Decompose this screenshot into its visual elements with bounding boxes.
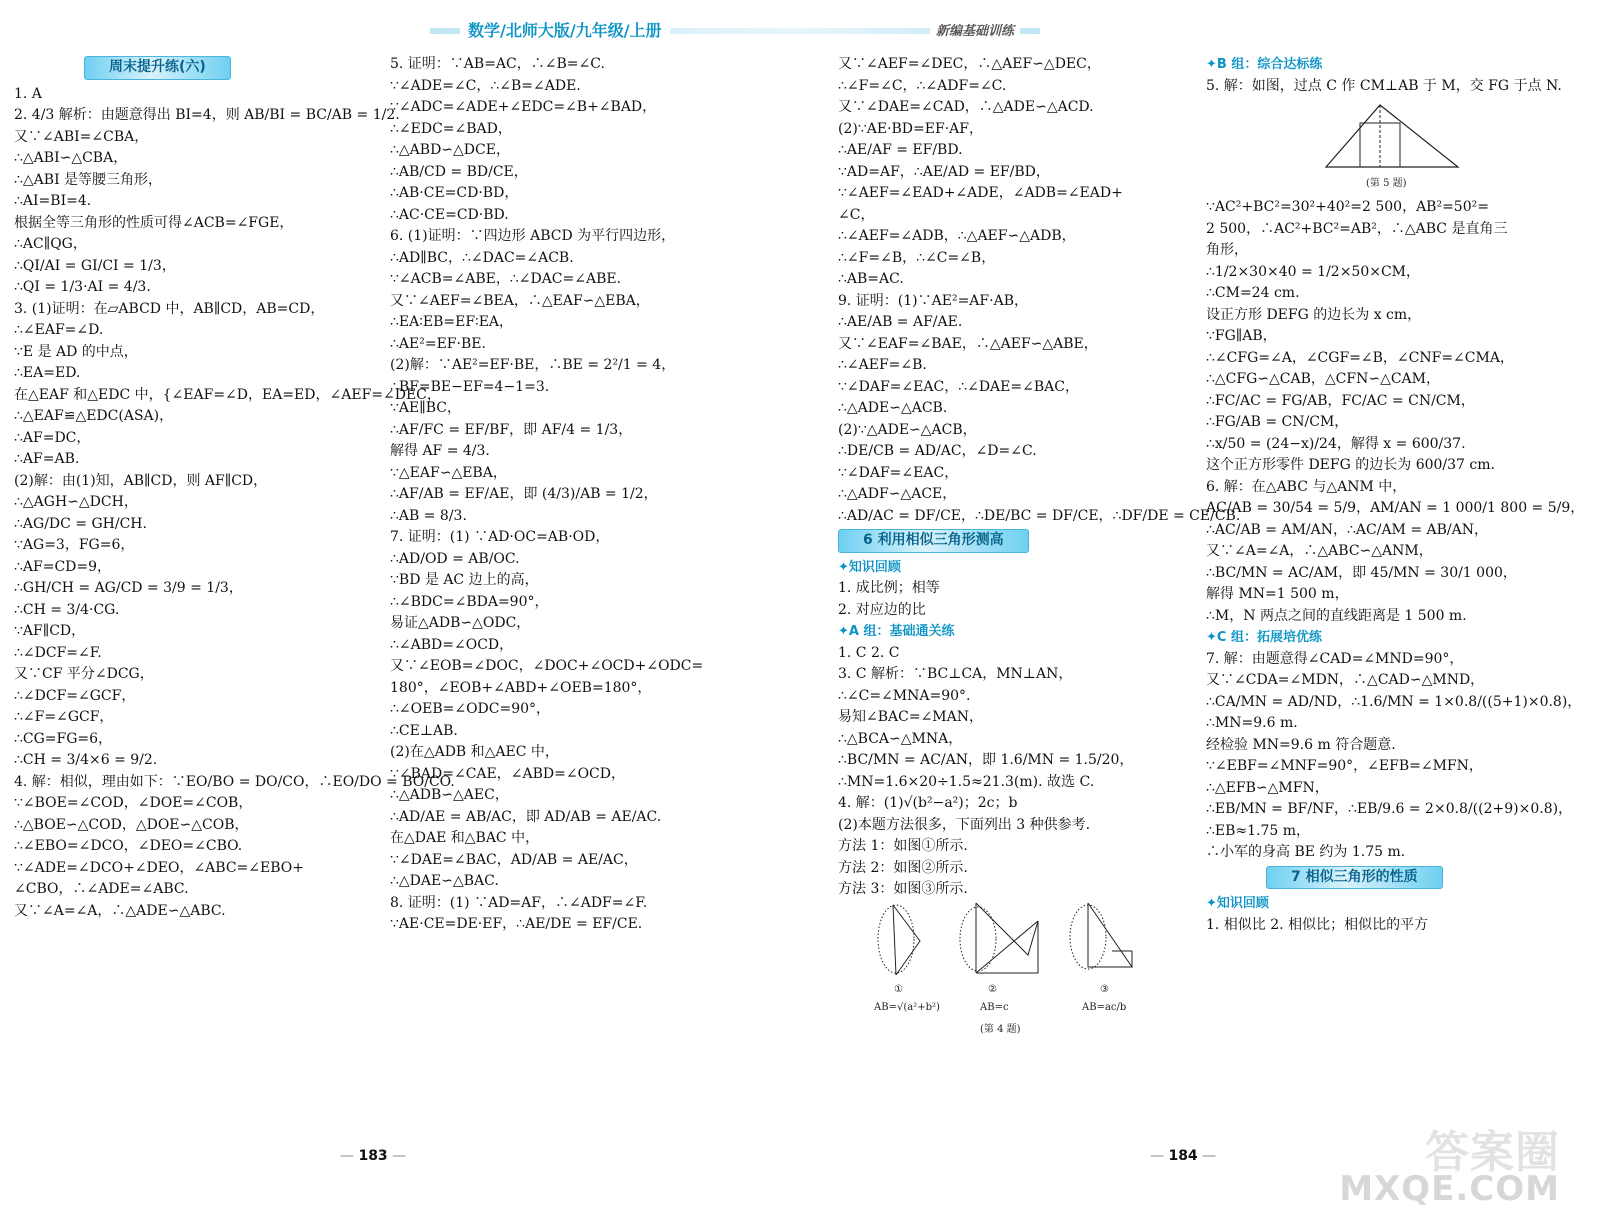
section-head-group-a-label: A 组：基础通关练: [848, 624, 955, 639]
answer-line: ∴QI/AI = GI/CI = 1/3，: [14, 257, 176, 274]
answer-line: 7. 解：由题意得∠CAD=∠MND=90°，: [1206, 650, 1464, 667]
header-subject: 数学/北师大版/九年级/上册: [460, 18, 670, 41]
answer-line: ∴∠EAF=∠D.: [14, 322, 104, 338]
answer-line: ∴CH = 3/4·CG.: [14, 601, 120, 618]
column-4-lines-2: [1206, 197, 1594, 627]
answer-line: ∴AB/CD = BD/CE，: [390, 163, 528, 180]
answer-line: (2)本题方法很多，下面列出 3 种供参考.: [838, 816, 1091, 833]
answer-line: (2)∵AE·BD=EF·AF，: [838, 120, 983, 137]
answer-line: ∴△ABI 是等腰三角形，: [14, 171, 163, 188]
answer-line: 又∵∠A=∠A，∴△ADE∽△ABC.: [14, 902, 226, 919]
fig-label-3: ③: [1100, 983, 1109, 995]
answer-line: 方法 3：如图③所示.: [838, 881, 968, 897]
answer-line: ∵AF∥CD，: [14, 623, 86, 639]
answer-line: 方法 1：如图①所示.: [838, 838, 968, 854]
answer-line: ∵∠EBF=∠MNF=90°，∠EFB=∠MFN，: [1206, 758, 1483, 774]
answer-line: ∴CG=FG=6，: [14, 730, 113, 747]
answer-line: ∴MN=1.6×20÷1.5≈21.3(m). 故选 C.: [838, 773, 1095, 790]
answer-line: ∴AD/AE = AB/AC，即 AD/AB = AE/AC.: [390, 808, 662, 825]
answer-line: 易证△ADB∽△ODC，: [390, 615, 531, 631]
answer-line: ∵∠ACB=∠ABE，∴∠DAC=∠ABE.: [390, 271, 622, 287]
answer-line: (2)解：由(1)知，AB∥CD，则 AF∥CD，: [14, 472, 268, 489]
answer-line: ∵∠BAD=∠CAE，∠ABD=∠OCD，: [390, 765, 625, 782]
answer-line: ∴EA=ED.: [14, 365, 81, 381]
answer-line: ∵∠AEF=∠EAD+∠ADE，∠ADB=∠EAD+: [838, 185, 1123, 201]
answer-line: ∵△EAF∽△EBA，: [390, 464, 507, 481]
answer-line: ∴AD∥BC，∴∠DAC=∠ACB.: [390, 249, 574, 266]
answer-line: ∴△EAF≌△EDC(ASA)，: [14, 408, 174, 424]
answer-line: ∴FC/AC = FG/AB，FC/AC = CN/CM，: [1206, 392, 1475, 409]
answer-line: ∴△DAE∽△BAC.: [390, 873, 499, 889]
answer-line: ∴AG/DC = GH/CH.: [14, 515, 147, 532]
answer-line: ∴△ABI∽△CBA，: [14, 150, 128, 166]
answer-line: ∴AB=AC.: [838, 271, 904, 287]
answer-line: ∴AE²=EF·BE.: [390, 335, 486, 352]
answer-line: ∴AB = 8/3.: [390, 507, 467, 524]
column-4-lines-3: [1206, 649, 1594, 864]
section-head-group-c-label: C 组：拓展培优练: [1216, 630, 1322, 645]
section-head-review-label: 知识回顾: [848, 559, 901, 575]
answer-line: ∴∠EDC=∠BAD，: [390, 120, 512, 137]
answer-line: 2. 对应边的比: [838, 601, 926, 618]
answer-line: 又∵∠A=∠A，∴△ABC∽△ANM，: [1206, 543, 1433, 559]
fig-label-1: ①: [894, 983, 903, 995]
page-number-left-value: 183: [358, 1148, 388, 1164]
answer-line: ∴QI = 1/3·AI = 4/3.: [14, 279, 151, 295]
answer-line: ∴AF=AB.: [14, 451, 80, 467]
column-3: [838, 54, 1241, 1051]
diamond-icon: ✦: [838, 559, 849, 575]
answer-line: ∴AE/AB = AF/AE.: [838, 314, 963, 330]
answer-line: ∴∠BDC=∠BDA=90°，: [390, 593, 549, 610]
answer-line: 5. 证明：∵AB=AC，∴∠B=∠C.: [390, 56, 605, 72]
answer-line: 1. 成比例；相等: [838, 580, 940, 596]
answer-line: ∠CBO，∴∠ADE=∠ABC.: [14, 881, 189, 897]
answer-line: ∴AF=DC，: [14, 429, 91, 446]
answer-line: 经检验 MN=9.6 m 符合题意.: [1206, 736, 1396, 753]
header-brand: 新编基础训练: [930, 20, 1020, 39]
answer-line: 又∵∠DAE=∠CAD，∴△ADE∽△ACD.: [838, 99, 1094, 115]
answer-line: 1. 相似比 2. 相似比；相似比的平方: [1206, 916, 1429, 933]
section-head-group-c: [1206, 627, 1594, 649]
page-number-right-value: 184: [1168, 1148, 1198, 1164]
section-head-review-2-label: 知识回顾: [1216, 896, 1269, 911]
answer-line: ∴∠AEF=∠B.: [838, 357, 927, 373]
answer-line: 1. C 2. C: [838, 644, 900, 661]
fig-caption-q4: (第 4 题): [980, 1023, 1021, 1035]
answer-line: ∴△BCA∽△MNA，: [838, 730, 963, 747]
section-banner-measure: 6 利用相似三角形测高: [838, 529, 1029, 553]
answer-line: ∴∠F=∠C，∴∠ADF=∠C.: [838, 77, 1007, 94]
section-head-group-a: [838, 621, 1188, 643]
answer-line: ∴△ADF∽△ACE，: [838, 486, 957, 502]
answer-line: ∴AC·CE=CD·BD.: [390, 206, 509, 223]
answer-line: 又∵CF 平分∠DCG，: [14, 666, 154, 682]
answer-line: ∴∠F=∠GCF，: [14, 709, 114, 725]
answer-line: 根据全等三角形的性质可得∠ACB=∠FGE，: [14, 214, 294, 231]
fig-label-2: ②: [988, 983, 997, 995]
answer-line: ∴BF=BE−EF=4−1=3.: [390, 378, 550, 395]
answer-line: ∴AF=CD=9，: [14, 558, 112, 575]
answer-line: ∴∠EBO=∠DCO，∠DEO=∠CBO.: [14, 838, 243, 854]
section-head-review: [838, 557, 1188, 579]
diamond-icon: ✦: [1206, 630, 1217, 645]
answer-line: 3. C 解析：∵BC⊥CA，MN⊥AN，: [838, 666, 1073, 682]
answer-line: ∵∠DAE=∠BAC，AD/AB = AE/AC，: [390, 851, 638, 868]
answer-line: ∴1/2×30×40 = 1/2×50×CM，: [1206, 263, 1421, 280]
answer-line: 方法 2：如图②所示.: [838, 859, 968, 876]
answer-line: ∴小军的身高 BE 约为 1.75 m.: [1206, 844, 1406, 860]
answer-line: ∵AD=AF，∴AE/AD = EF/BD，: [838, 163, 1050, 180]
diamond-icon: ✦: [838, 624, 849, 639]
answer-line: ∴AF/FC = EF/BF，即 AF/4 = 1/3，: [390, 421, 633, 438]
answer-line: ∴△BOE∽△COD，△DOE∽△COB，: [14, 816, 249, 833]
answer-line: ∵∠ADE=∠DCO+∠DEO，∠ABC=∠EBO+: [14, 859, 304, 876]
watermark-top: 答案圈: [1425, 1127, 1560, 1178]
section-banner-weekly: 周末提升练(六): [84, 56, 231, 80]
column-3-bottom-lines: [838, 643, 1188, 901]
answer-line: ∴△ADE∽△ACB.: [838, 400, 948, 416]
watermark-bottom: MXQE.COM: [1339, 1169, 1560, 1209]
answer-line: 180°，∠EOB+∠ABD+∠OEB=180°，: [390, 679, 652, 696]
answer-line: ∴AF/AB = EF/AE，即 (4/3)/AB = 1/2，: [390, 486, 658, 502]
answer-line: ∠C，: [838, 206, 875, 223]
answer-line: 4. 解：(1)√(b²−a²)；2c；b: [838, 795, 1018, 811]
answer-line: 8. 证明：(1) ∵AD=AF，∴∠ADF=∠F.: [390, 894, 648, 911]
answer-line: ∴MN=9.6 m.: [1206, 715, 1298, 731]
answer-line: ∴△ABD∽△DCE，: [390, 142, 510, 158]
answer-line: 又∵∠ABI=∠CBA，: [14, 128, 149, 145]
answer-line: ∴∠DCF=∠F.: [14, 644, 102, 661]
fig-formula-1: AB=√(a²+b²): [874, 1001, 940, 1013]
answer-line: (2)∵△ADE∽△ACB，: [838, 421, 977, 438]
fig-formula-2: AB=c: [980, 1001, 1009, 1013]
answer-line: ∵AE·CE=DE·EF，∴AE/DE = EF/CE.: [390, 916, 643, 932]
answer-line: ∵∠ADC=∠ADE+∠EDC=∠B+∠BAD，: [390, 99, 657, 115]
answer-line: (2)解：∵AE²=EF·BE，∴BE = 2²/1 = 4，: [390, 357, 676, 373]
answer-line: ∵∠DAF=∠EAC，∴∠DAE=∠BAC，: [838, 378, 1079, 395]
answer-line: 又∵∠CDA=∠MDN，∴△CAD∽△MND，: [1206, 672, 1485, 688]
answer-line: 在△EAF 和△EDC 中，{∠EAF=∠D，EA=ED，∠AEF=∠DEC，: [14, 386, 441, 403]
answer-line: 在△DAE 和△BAC 中，: [390, 830, 540, 846]
answer-line: ∴EA∶EB=EF∶EA，: [390, 314, 514, 330]
answer-line: ∴AC∥QG，: [14, 236, 87, 252]
answer-line: ∴AE/AF = EF/BD.: [838, 142, 963, 158]
answer-line: ∴BC/MN = AC/AN，即 1.6/MN = 1.5/20，: [838, 752, 1134, 768]
answer-line: 易知∠BAC=∠MAN，: [838, 709, 983, 725]
answer-line: ∵∠DAF=∠EAC，: [838, 464, 959, 481]
answer-line: 5. 解：如图，过点 C 作 CM⊥AB 于 M，交 FG 于点 N.: [1206, 77, 1562, 94]
answer-line: ∵BD 是 AC 边上的高，: [390, 572, 539, 588]
answer-line: ∴∠ABD=∠OCD，: [390, 636, 514, 653]
answer-line: ∴∠F=∠B，∴∠C=∠B，: [838, 249, 996, 266]
answer-line: ∴CA/MN = AD/ND，∴1.6/MN = 1×0.8/((5+1)×0.8)，: [1206, 693, 1582, 710]
answer-line: ∴M，N 两点之间的直线距离是 1 500 m.: [1206, 607, 1467, 624]
answer-line: ∴△ADB∽△AEC，: [390, 787, 509, 803]
answer-line: ∴∠AEF=∠ADB，∴△AEF∽△ADB，: [838, 228, 1076, 244]
answer-line: AC/AB = 30/54 = 5/9，AM/AN = 1 000/1 800 = 5/9，: [1206, 500, 1585, 516]
answer-line: ∴CM=24 cm.: [1206, 285, 1300, 301]
watermark: [1339, 1127, 1560, 1209]
answer-line: ∴DE/CB = AD/AC，∠D=∠C.: [838, 443, 1037, 459]
answer-line: ∴∠DCF=∠GCF，: [14, 687, 136, 704]
answer-line: ∴△AGH∽△DCH，: [14, 494, 138, 510]
section-head-group-b: [1206, 54, 1594, 76]
column-3-mid-lines: [838, 578, 1188, 621]
page-number-left: — 183 —: [340, 1148, 407, 1164]
answer-line: 解得 AF = 4/3.: [390, 443, 490, 459]
section-head-review-2: [1206, 893, 1594, 915]
answer-line: 又∵∠AEF=∠BEA，∴△EAF∽△EBA，: [390, 292, 650, 309]
answer-line: ∴FG/AB = CN/CM，: [1206, 414, 1349, 430]
section-banner-properties: 7 相似三角形的性质: [1266, 866, 1443, 890]
answer-line: ∴CH = 3/4×6 = 9/2.: [14, 752, 158, 768]
answer-line: ∵AE∥BC，: [390, 400, 461, 416]
answer-line: ∴AD/AC = DF/CE，∴DE/BC = DF/CE，∴DF/DE = CE/CB.: [838, 507, 1241, 524]
answer-line: ∴△CFG∽△CAB，△CFN∽△CAM，: [1206, 371, 1440, 387]
figure-q4: [838, 901, 1188, 1051]
fig-formula-3: AB=ac/b: [1082, 1001, 1127, 1013]
answer-line: ∵∠BOE=∠COD，∠DOE=∠COB，: [14, 795, 253, 811]
answer-line: 又∵∠EAF=∠BAE，∴△AEF∽△ABE，: [838, 335, 1098, 352]
answer-line: ∵E 是 AD 的中点，: [14, 343, 138, 360]
answer-line: ∴∠C=∠MNA=90°.: [838, 687, 971, 704]
answer-line: ∴CE⊥AB.: [390, 722, 458, 739]
answer-line: ∵FG∥AB，: [1206, 328, 1277, 344]
answer-line: ∵AG=3，FG=6，: [14, 537, 135, 553]
answer-line: 4. 解：相似，理由如下：∵EO/BO = DO/CO，∴EO/DO = BO/CO.: [14, 773, 455, 790]
answer-line: ∴AI=BI=4.: [14, 193, 92, 209]
column-2-lines: [390, 54, 762, 936]
answer-line: 2 500，∴AC²+BC²=AB²，∴△ABC 是直角三: [1206, 220, 1508, 237]
answer-line: ∴EB/MN = BF/NF，∴EB/9.6 = 2×0.8/((2+9)×0.8)，: [1206, 801, 1573, 817]
answer-line: 角形，: [1206, 242, 1248, 258]
answer-line: ∴x/50 = (24−x)/24，解得 x = 600/37.: [1206, 435, 1466, 452]
figure-q5: [1206, 97, 1594, 197]
page-header: [430, 18, 1040, 44]
answer-line: ∴△EFB∽△MFN，: [1206, 779, 1329, 796]
column-4: [1206, 54, 1594, 936]
answer-line: 这个正方形零件 DEFG 的边长为 600/37 cm.: [1206, 457, 1495, 473]
answer-line: ∴∠CFG=∠A，∠CGF=∠B，∠CNF=∠CMA，: [1206, 349, 1514, 366]
answer-line: ∴EB≈1.75 m，: [1206, 822, 1311, 839]
answer-line: ∴AB·CE=CD·BD，: [390, 185, 519, 201]
answer-line: 又∵∠EOB=∠DOC，∠DOC+∠OCD+∠ODC=: [390, 658, 704, 674]
answer-line: ∴∠OEB=∠ODC=90°，: [390, 701, 551, 717]
diamond-icon: ✦: [1206, 57, 1217, 72]
answer-line: 1. A: [14, 85, 42, 102]
answer-line: ∴GH/CH = AG/CD = 3/9 = 1/3，: [14, 580, 243, 596]
answer-line: 设正方形 DEFG 的边长为 x cm，: [1206, 306, 1422, 323]
answer-line: 9. 证明：(1)∵AE²=AF·AB，: [838, 292, 1028, 309]
answer-line: 3. (1)证明：在▱ABCD 中，AB∥CD，AB=CD，: [14, 300, 325, 317]
section-head-group-b-label: B 组：综合达标练: [1216, 57, 1323, 72]
column-4-lines-1: [1206, 76, 1594, 98]
answer-line: 6. 解：在△ABC 与△ANM 中，: [1206, 478, 1407, 495]
answer-line: ∴BC/MN = AC/AM，即 45/MN = 30/1 000，: [1206, 564, 1517, 581]
answer-line: ∵∠ADE=∠C，∴∠B=∠ADE.: [390, 77, 581, 94]
page-number-right: — 184 —: [1150, 1148, 1217, 1164]
answer-line: (2)在△ADB 和△AEC 中，: [390, 744, 559, 760]
answer-line: 解得 MN=1 500 m，: [1206, 586, 1349, 602]
answer-line: 2. 4/3 解析：由题意得出 BI=4，则 AB/BI = BC/AB = 1/2.: [14, 107, 400, 123]
column-4-lines-4: [1206, 915, 1594, 937]
column-2: [390, 54, 762, 936]
answer-line: 又∵∠AEF=∠DEC，∴△AEF∽△DEC，: [838, 56, 1101, 72]
answer-line: 6. (1)证明：∵四边形 ABCD 为平行四边形，: [390, 228, 676, 244]
answer-line: ∴AD/OD = AB/OC.: [390, 550, 520, 567]
answer-line: 7. 证明：(1) ∵AD·OC=AB·OD，: [390, 529, 610, 545]
answer-line: ∵AC²+BC²=30²+40²=2 500，AB²=50²=: [1206, 199, 1489, 215]
diamond-icon: ✦: [1206, 896, 1217, 911]
fig-caption-q5: (第 5 题): [1366, 178, 1407, 189]
answer-line: ∴AC/AB = AM/AN，∴AC/AM = AB/AN，: [1206, 521, 1488, 538]
